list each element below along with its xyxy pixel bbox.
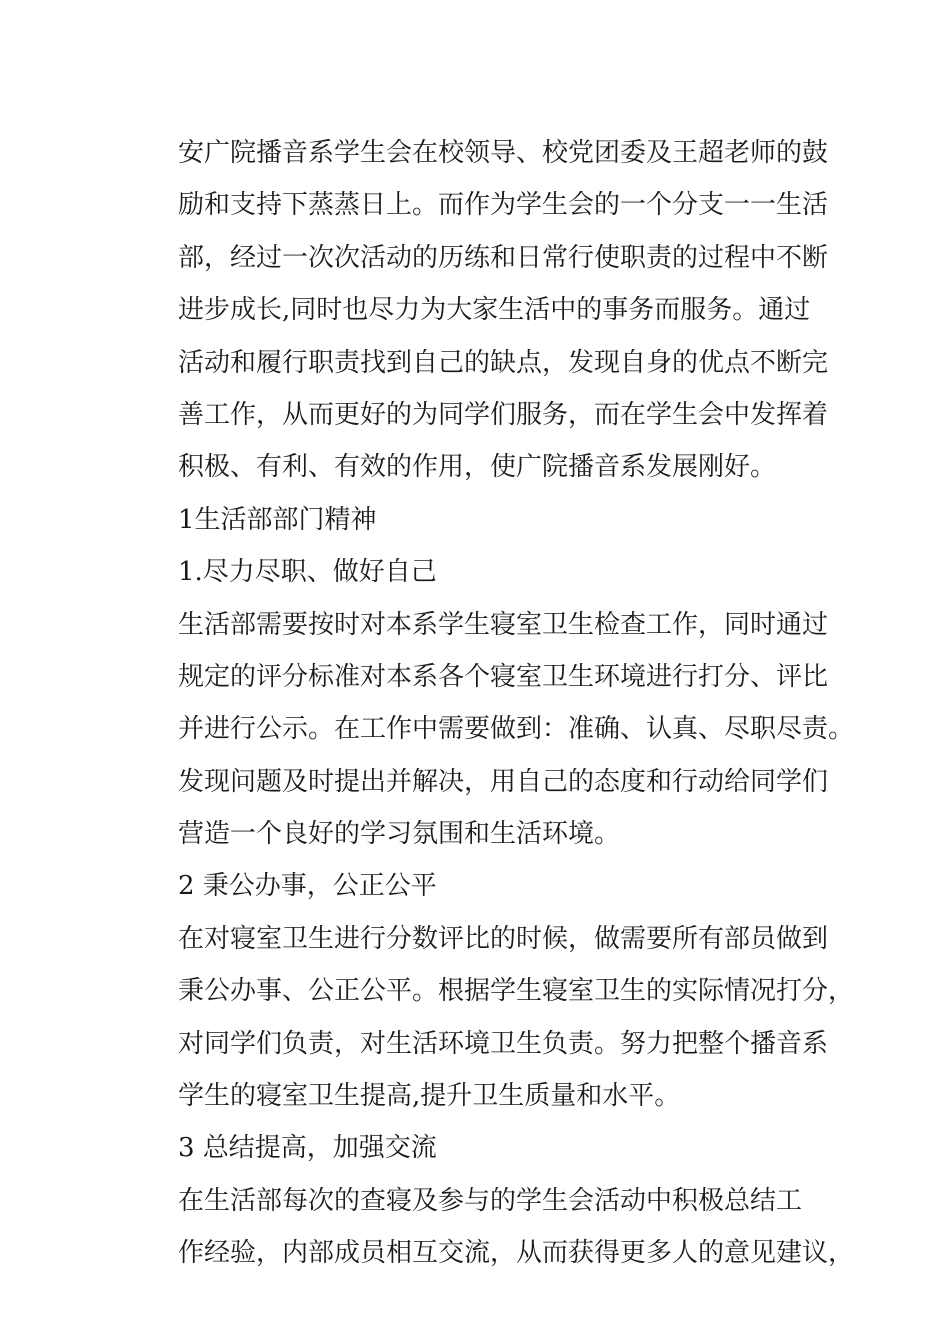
paragraph-line: 秉公办事、公正公平。根据学生寝室卫生的实际情况打分， — [178, 976, 855, 1007]
subsection-heading: 2 秉公办事，公正公平 — [178, 871, 437, 902]
section-heading: 1生活部部门精神 — [178, 504, 377, 535]
paragraph-line: 生活部需要按时对本系学生寝室卫生检查工作，同时通过 — [178, 609, 829, 640]
paragraph-line: 并进行公示。在工作中需要做到：准确、认真、尽职尽责。 — [178, 714, 855, 745]
paragraph-line: 励和支持下蒸蒸日上。而作为学生会的一个分支一一生活 — [178, 190, 829, 221]
document-body — [178, 127, 855, 1280]
subsection-heading: 3 总结提高，加强交流 — [178, 1133, 437, 1164]
paragraph-line: 发现问题及时提出并解决，用自己的态度和行动给同学们 — [178, 766, 829, 797]
paragraph-line: 在对寝室卫生进行分数评比的时候，做需要所有部员做到 — [178, 923, 829, 954]
paragraph-line: 安广院播音系学生会在校领导、校党团委及王超老师的鼓 — [178, 138, 829, 168]
paragraph-line: 学生的寝室卫生提高,提升卫生质量和水平。 — [178, 1081, 681, 1112]
paragraph-line: 在生活部每次的查寝及参与的学生会活动中积极总结工 — [178, 1185, 803, 1216]
paragraph-line: 营造一个良好的学习氛围和生活环境。 — [178, 819, 621, 850]
paragraph-line: 活动和履行职责找到自己的缺点，发现自身的优点不断完 — [178, 347, 829, 378]
paragraph-line: 进步成长,同时也尽力为大家生活中的事务而服务。通过 — [178, 295, 811, 326]
paragraph-line: 规定的评分标准对本系各个寝室卫生环境进行打分、评比 — [178, 661, 829, 692]
paragraph-line: 部，经过一次次活动的历练和日常行使职责的过程中不断 — [178, 242, 829, 273]
subsection-heading: 1.尽力尽职、做好自己 — [178, 557, 437, 588]
paragraph-line: 作经验，内部成员相互交流，从而获得更多人的意见建议， — [178, 1238, 855, 1269]
paragraph-line: 善工作，从而更好的为同学们服务，而在学生会中发挥着 — [178, 399, 829, 430]
paragraph-line: 积极、有利、有效的作用，使广院播音系发展刚好。 — [178, 452, 777, 483]
paragraph-line: 对同学们负责，对生活环境卫生负责。努力把整个播音系 — [178, 1028, 829, 1059]
